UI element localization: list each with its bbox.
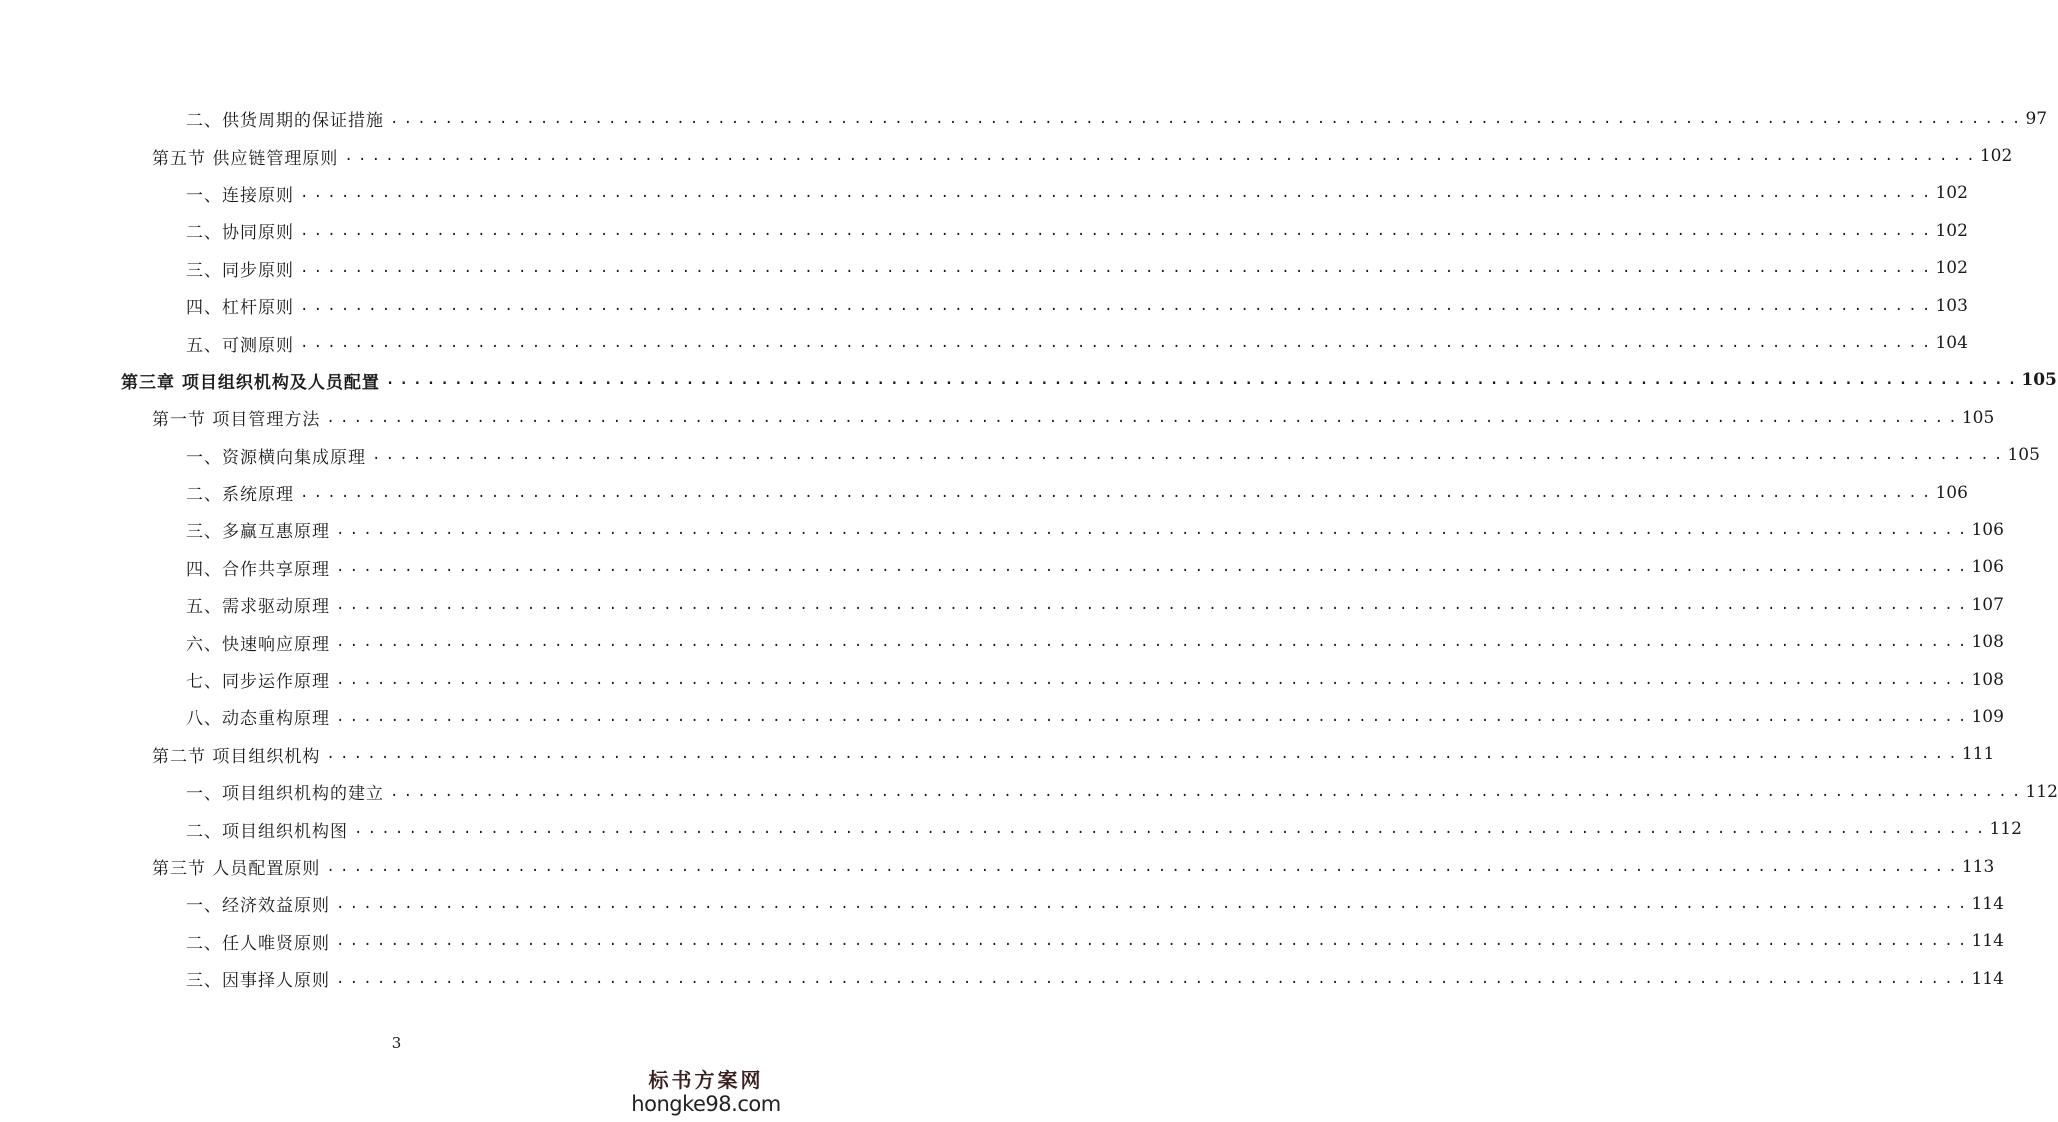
page-number: 3 bbox=[391, 1034, 402, 1052]
toc-entry-page: 114 bbox=[1971, 931, 2004, 952]
toc-entry-page: 102 bbox=[1979, 146, 2013, 167]
toc-entry-title: 第五节 供应链管理原则 bbox=[152, 148, 339, 169]
toc-entry-title: 第一节 项目管理方法 bbox=[152, 410, 321, 431]
toc-entry-item[interactable] bbox=[0, 549, 2004, 586]
dot-leader: ........................................................................................................................ bbox=[390, 783, 2026, 800]
watermark-url: hongke98.com bbox=[631, 1092, 781, 1116]
dot-leader: ........................................................................................................................ bbox=[385, 372, 2022, 389]
toc-entry-title: 七、同步运作原理 bbox=[186, 672, 330, 693]
toc-entry-title: 二、系统原理 bbox=[186, 485, 294, 506]
toc-entry-item[interactable] bbox=[0, 474, 1968, 511]
dot-leader: ........................................................................................................................ bbox=[336, 895, 1972, 912]
dot-leader: ........................................................................................................................ bbox=[336, 970, 1972, 987]
toc-entry-item[interactable] bbox=[0, 287, 1968, 324]
toc-entry-item[interactable] bbox=[0, 437, 2040, 474]
toc-entry-item[interactable] bbox=[0, 773, 2058, 810]
toc-entry-title: 第三章 项目组织机构及人员配置 bbox=[121, 372, 380, 393]
dot-leader: ........................................................................................................................ bbox=[336, 708, 1972, 725]
toc-entry-page: 106 bbox=[1971, 519, 2004, 540]
dot-leader: ........................................................................................................................ bbox=[336, 671, 1972, 688]
toc-entry-title: 二、项目组织机构图 bbox=[186, 821, 348, 842]
dot-leader: ........................................................................................................................ bbox=[326, 746, 1962, 763]
toc-entry-title: 五、需求驱动原理 bbox=[186, 597, 330, 618]
toc-entry-page: 104 bbox=[1935, 333, 1968, 354]
dot-leader: ........................................................................................................................ bbox=[300, 484, 1936, 501]
toc-entry-page: 106 bbox=[1971, 557, 2004, 578]
toc-entry-item[interactable] bbox=[0, 586, 2004, 623]
watermark-name: 标书方案网 bbox=[648, 1068, 764, 1092]
toc-entry-page: 112 bbox=[2025, 781, 2058, 802]
toc-entry-item[interactable] bbox=[0, 960, 2004, 997]
toc-entry-item[interactable] bbox=[0, 698, 2004, 735]
toc-entry-title: 四、合作共享原理 bbox=[186, 559, 330, 580]
toc-entry-page: 105 bbox=[2007, 445, 2040, 466]
toc-entry-page: 113 bbox=[1961, 856, 1995, 877]
toc-entry-page: 111 bbox=[1961, 744, 1995, 765]
toc-entry-item[interactable] bbox=[0, 175, 1968, 212]
toc-entry-title: 三、同步原则 bbox=[186, 260, 294, 281]
toc-entry-chapter[interactable] bbox=[0, 362, 2057, 399]
toc-entry-page: 108 bbox=[1971, 632, 2004, 653]
toc-entry-title: 三、因事择人原则 bbox=[186, 971, 330, 992]
toc-entry-page: 106 bbox=[1935, 482, 1968, 503]
toc-entry-title: 八、动态重构原理 bbox=[186, 709, 330, 730]
dot-leader: ........................................................................................................................ bbox=[326, 858, 1962, 875]
toc-entry-item[interactable] bbox=[0, 324, 1968, 361]
toc-entry-page: 109 bbox=[1971, 706, 2004, 727]
toc-entry-page: 102 bbox=[1935, 258, 1968, 279]
toc-entry-title: 一、项目组织机构的建立 bbox=[186, 784, 384, 805]
toc-entry-item[interactable] bbox=[0, 923, 2004, 960]
dot-leader: ........................................................................................................................ bbox=[372, 447, 2008, 464]
toc-entry-title: 第三节 人员配置原则 bbox=[152, 859, 321, 879]
toc-entry-page: 107 bbox=[1971, 594, 2004, 615]
toc-entry-title: 一、经济效益原则 bbox=[186, 896, 330, 917]
toc-entry-title: 二、供货周期的保证措施 bbox=[186, 111, 384, 132]
dot-leader: ........................................................................................................................ bbox=[344, 148, 1980, 165]
toc-entry-page: 112 bbox=[1989, 819, 2022, 840]
toc-entry-page: 102 bbox=[1935, 183, 1968, 204]
dot-leader: ........................................................................................................................ bbox=[326, 409, 1962, 426]
dot-leader: ........................................................................................................................ bbox=[336, 596, 1972, 613]
dot-leader: ........................................................................................................................ bbox=[336, 521, 1972, 538]
toc-entry-page: 105 bbox=[2021, 370, 2057, 391]
toc-entry-page: 108 bbox=[1971, 669, 2004, 690]
toc-entry-title: 一、连接原则 bbox=[186, 185, 294, 206]
toc-entry-title: 六、快速响应原理 bbox=[186, 634, 330, 655]
toc-entry-title: 四、杠杆原则 bbox=[186, 298, 294, 319]
toc-entry-section[interactable] bbox=[0, 137, 2013, 174]
dot-leader: ........................................................................................................................ bbox=[336, 559, 1972, 576]
toc-entry-section[interactable] bbox=[0, 399, 1995, 436]
toc-entry-section[interactable] bbox=[0, 848, 1995, 885]
toc-entry-title: 五、可测原则 bbox=[186, 335, 294, 356]
table-of-contents bbox=[0, 100, 2058, 997]
dot-leader: ........................................................................................................................ bbox=[300, 335, 1936, 352]
site-watermark bbox=[631, 1068, 781, 1116]
dot-leader: ........................................................................................................................ bbox=[300, 260, 1936, 277]
toc-entry-item[interactable] bbox=[0, 212, 1968, 249]
toc-entry-title: 二、任人唯贤原则 bbox=[186, 933, 330, 954]
toc-entry-item[interactable] bbox=[0, 885, 2004, 922]
toc-entry-page: 114 bbox=[1971, 893, 2004, 914]
toc-entry-item[interactable] bbox=[0, 100, 2048, 137]
dot-leader: ........................................................................................................................ bbox=[300, 297, 1936, 314]
toc-entry-item[interactable] bbox=[0, 810, 2022, 847]
toc-entry-item[interactable] bbox=[0, 511, 2004, 548]
toc-entry-item[interactable] bbox=[0, 661, 2004, 698]
toc-entry-title: 第二节 项目组织机构 bbox=[152, 746, 321, 767]
toc-entry-section[interactable] bbox=[0, 736, 1995, 773]
toc-entry-page: 103 bbox=[1935, 295, 1968, 316]
dot-leader: ........................................................................................................................ bbox=[300, 222, 1936, 239]
dot-leader: ........................................................................................................................ bbox=[300, 185, 1936, 202]
dot-leader: ........................................................................................................................ bbox=[354, 821, 1990, 838]
dot-leader: ........................................................................................................................ bbox=[336, 933, 1972, 950]
toc-entry-title: 三、多赢互惠原理 bbox=[186, 522, 330, 543]
toc-entry-page: 102 bbox=[1935, 220, 1968, 241]
dot-leader: ........................................................................................................................ bbox=[390, 110, 2026, 127]
dot-leader: ........................................................................................................................ bbox=[336, 634, 1972, 651]
toc-entry-title: 一、资源横向集成原理 bbox=[186, 447, 366, 468]
toc-entry-title: 二、协同原则 bbox=[186, 223, 294, 244]
toc-entry-page: 105 bbox=[1961, 407, 1995, 428]
toc-entry-item[interactable] bbox=[0, 250, 1968, 287]
toc-entry-page: 114 bbox=[1971, 968, 2004, 989]
toc-entry-item[interactable] bbox=[0, 623, 2004, 660]
toc-entry-page: 97 bbox=[2025, 108, 2048, 129]
